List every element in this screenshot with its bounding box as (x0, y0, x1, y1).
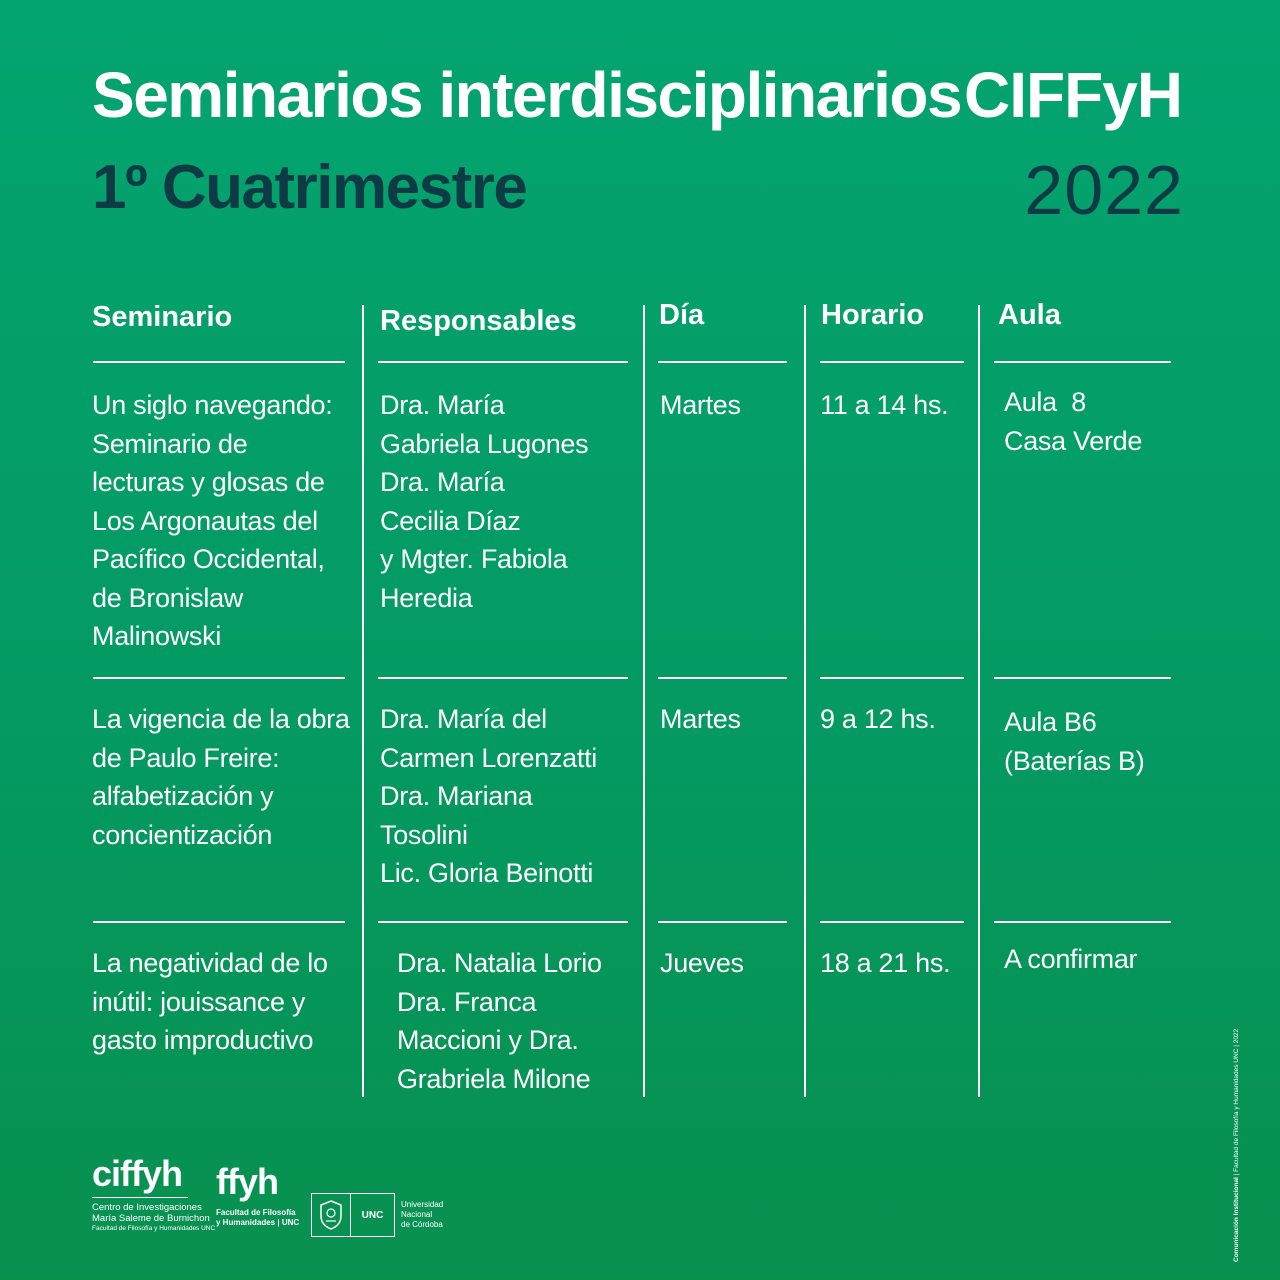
ffyh-logo (216, 1161, 300, 1227)
dia-cell: Martes (660, 704, 741, 734)
column-divider (804, 305, 806, 1097)
column-header-responsables: Responsables (380, 305, 577, 337)
cell-line: alfabetización y (92, 781, 274, 811)
cell-line: de Paulo Freire: (92, 742, 280, 773)
cell-line: Carmen Lorenzatti (380, 742, 598, 773)
cell-line: Dra. Mariana (380, 781, 533, 811)
ffyh-logo-word: ffyh (216, 1161, 278, 1202)
column-header-horario: Horario (821, 299, 925, 331)
cell-line: La negatividad de lo (92, 948, 328, 978)
cell-line: gasto improductivo (92, 1025, 314, 1055)
ffyh-logo-line: y Humanidades | UNC (216, 1217, 300, 1227)
column-divider (978, 305, 980, 1097)
cell-line: Lic. Gloria Beinotti (380, 858, 594, 888)
aula-cell: A confirmar (1004, 944, 1138, 974)
cell-line: Gabriela Lugones (380, 428, 589, 459)
credit-area: Comunicación Institucional (1233, 1177, 1240, 1262)
responsables-cell (380, 700, 635, 893)
unc-logo-line: de Córdoba (401, 1220, 443, 1229)
column-header-seminario: Seminario (92, 301, 233, 333)
cell-line: La vigencia de la obra (92, 704, 350, 734)
cell-line: Aula B6 (1004, 707, 1097, 737)
cell-line: Heredia (380, 582, 473, 613)
aula-cell (1004, 383, 1142, 460)
row-divider (378, 677, 628, 679)
cell-line: Seminario de (92, 428, 248, 459)
unc-logo (311, 1193, 443, 1237)
responsables-cell (380, 386, 635, 617)
column-header-dia: Día (659, 299, 705, 331)
cell-line: Casa Verde (1004, 425, 1143, 456)
dia-cell: Jueves (660, 948, 744, 978)
seminario-cell (92, 944, 354, 1060)
row-divider (93, 677, 345, 679)
cell-line: Pacífico Occidental, (92, 544, 325, 574)
page-subtitle: 1º Cuatrimestre (92, 153, 527, 222)
cell-line: Dra. Franca (397, 986, 537, 1017)
seminario-cell (92, 700, 354, 854)
cell-line: Dra. María (380, 390, 505, 420)
column-divider (362, 305, 364, 1097)
ffyh-logo-line: Facultad de Filosofía (216, 1208, 296, 1217)
cell-line: Un siglo navegando: (92, 390, 333, 420)
cell-line: Dra. Natalia Lorio (397, 948, 602, 978)
cell-line: Malinowski (92, 621, 222, 651)
row-divider (820, 921, 964, 923)
row-divider (378, 361, 628, 363)
unc-logo-line: Nacional (401, 1210, 433, 1219)
cell-line: y Mgter. Fabiola (380, 544, 568, 574)
cell-line: Aula 8 (1004, 387, 1086, 417)
cell-line: lecturas y glosas de (92, 467, 325, 497)
unc-logo-box (311, 1193, 395, 1237)
row-divider (93, 921, 345, 923)
row-divider (994, 361, 1171, 363)
page-title: Seminarios interdisciplinarios (92, 59, 962, 131)
row-divider (994, 921, 1171, 923)
logo-divider (92, 1197, 188, 1198)
row-divider (820, 677, 964, 679)
dia-cell: Martes (660, 390, 741, 420)
aula-cell (1004, 703, 1144, 780)
cell-line: Dra. María (380, 467, 505, 497)
seminario-cell (92, 386, 354, 656)
row-divider (658, 921, 787, 923)
cell-line: Los Argonautas del (92, 505, 318, 536)
cell-line: Dra. María del (380, 704, 547, 734)
row-divider (658, 677, 787, 679)
page-title-org: CIFFyH (964, 59, 1182, 131)
ciffyh-logo-word: ciffyh (92, 1153, 183, 1194)
unc-logo-name (401, 1200, 443, 1230)
row-divider (994, 677, 1171, 679)
unc-logo-abbr: UNC (361, 1209, 384, 1221)
unc-logo-line: Universidad (401, 1200, 444, 1209)
credit-vertical: Comunicación Institucional | Facultad de Filosofía y Humanidades UNC | 2022 (1233, 1028, 1240, 1262)
cell-line: Maccioni y Dra. (397, 1025, 579, 1055)
credit-faculty: Facultad de Filosofía y Humanidades UNC (1233, 1048, 1240, 1172)
cell-line: de Bronislaw (92, 582, 243, 613)
column-divider (643, 305, 645, 1097)
row-divider (658, 361, 787, 363)
cell-line: Tosolini (380, 819, 468, 850)
column-header-aula: Aula (998, 299, 1061, 331)
ciffyh-logo-line: Centro de Investigaciones (92, 1202, 202, 1213)
horario-cell: 11 a 14 hs. (820, 390, 949, 420)
row-divider (93, 361, 345, 363)
row-divider (820, 361, 964, 363)
cell-line: Grabriela Milone (397, 1063, 591, 1094)
row-divider (378, 921, 628, 923)
ciffyh-logo (92, 1153, 216, 1233)
ciffyh-logo-line: María Saleme de Burnichon (92, 1213, 210, 1224)
cell-line: inútil: jouissance y (92, 986, 306, 1017)
horario-cell: 9 a 12 hs. (820, 704, 936, 734)
cell-line: concientización (92, 819, 273, 850)
horario-cell: 18 a 21 hs. (820, 948, 951, 978)
page-year: 2022 (1024, 151, 1184, 229)
credit-year: 2022 (1233, 1028, 1240, 1044)
cell-line: (Baterías B) (1004, 745, 1145, 776)
ciffyh-logo-line: Facultad de Filosofía y Humanidades UNC (92, 1225, 216, 1232)
university-seal-icon (312, 1194, 351, 1236)
responsables-cell (397, 944, 637, 1098)
cell-line: Cecilia Díaz (380, 505, 521, 536)
